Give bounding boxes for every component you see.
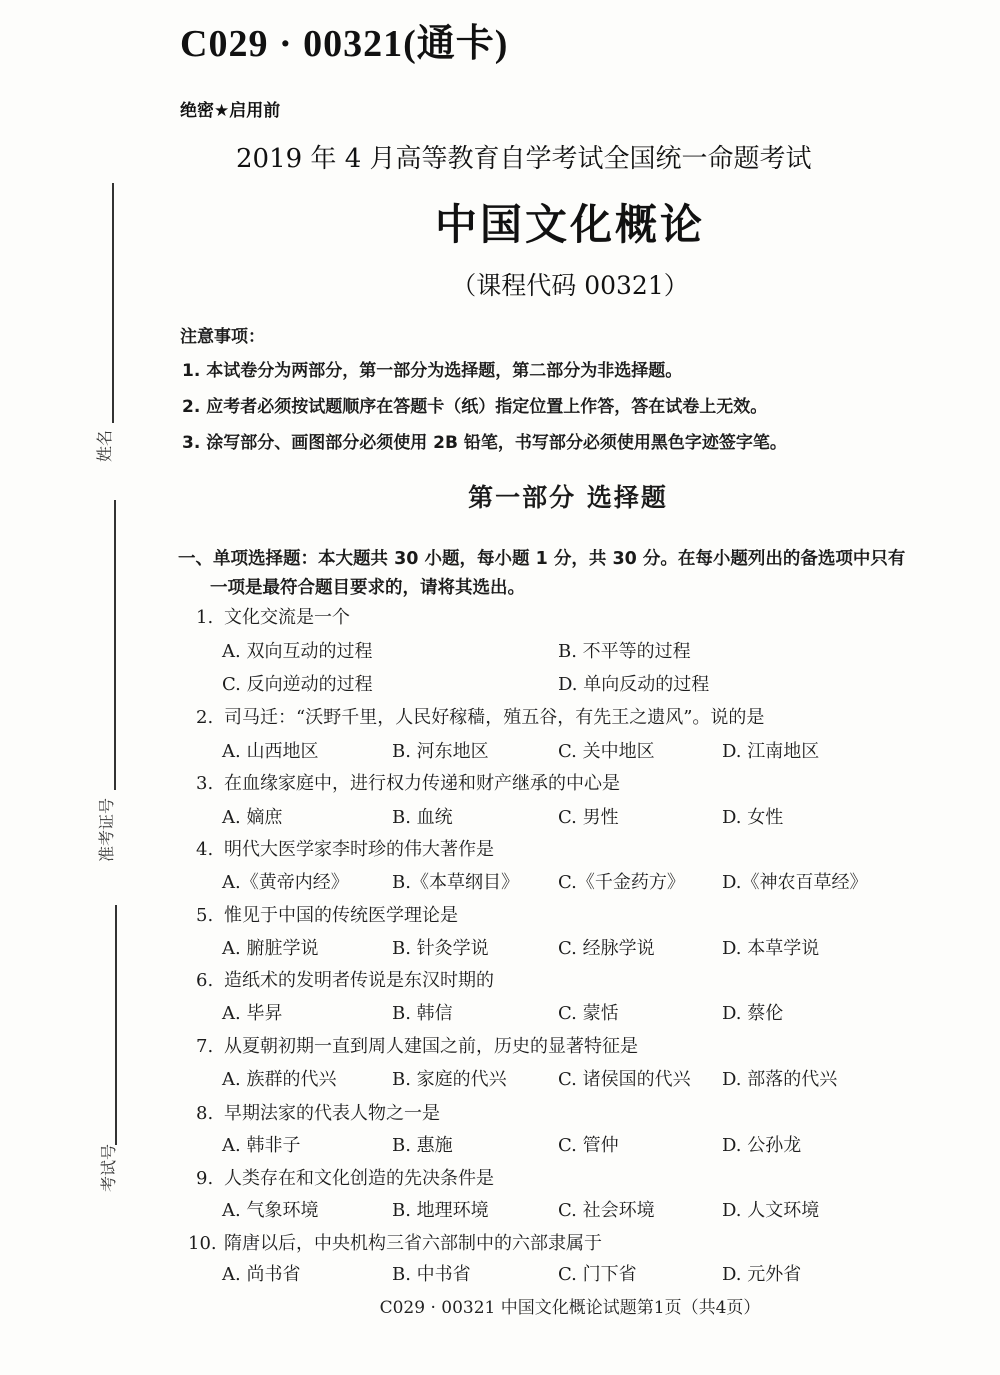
question-number: 9. [196,1168,214,1189]
option-b[interactable]: B. 不平等的过程 [558,641,691,662]
question-6 [196,966,494,992]
admission-number-field-label: 准考证号 [97,797,116,862]
question-number: 1. [196,607,214,628]
question-stem: 司马迁：“沃野千里，人民好稼穑，殖五谷，有先王之遗风”。说的是 [224,707,765,728]
option-b[interactable]: B. 惠施 [392,1135,453,1156]
option-b[interactable]: B. 家庭的代兴 [392,1069,507,1090]
option-d[interactable]: D. 部落的代兴 [722,1069,838,1090]
name-field-label: 姓名 [95,429,114,462]
question-4 [196,835,494,861]
question-number: 5. [196,905,214,926]
option-d[interactable]: D. 单向反动的过程 [558,674,710,695]
question-number: 6. [196,970,214,991]
option-a[interactable]: A. 山西地区 [222,741,319,762]
exam-number-field-label: 考试号 [99,1143,118,1192]
option-c[interactable]: C. 反向逆动的过程 [222,674,373,695]
question-stem: 隋唐以后，中央机构三省六部制中的六部隶属于 [224,1233,602,1254]
option-a[interactable]: A. 族群的代兴 [222,1069,337,1090]
course-title: 中国文化概论 [434,200,705,249]
exam-number-field-line[interactable] [115,905,117,1145]
option-d[interactable]: D. 人文环境 [722,1200,820,1221]
question-stem: 人类存在和文化创造的先决条件是 [224,1168,494,1189]
admission-number-field-line[interactable] [114,500,116,790]
option-a[interactable]: A. 尚书省 [222,1264,301,1285]
option-b[interactable]: B. 河东地区 [392,741,489,762]
question-stem: 从夏朝初期一直到周人建国之前，历史的显著特征是 [224,1036,638,1057]
option-b[interactable]: B. 地理环境 [392,1200,489,1221]
option-a[interactable]: A. 嫡庶 [222,807,283,828]
option-d[interactable]: D. 元外省 [722,1264,802,1285]
question-stem: 文化交流是一个 [224,607,350,628]
question-number: 7. [196,1036,214,1057]
option-c[interactable]: C. 经脉学说 [558,938,655,959]
question-stem: 造纸术的发明者传说是东汉时期的 [224,970,494,991]
option-c[interactable]: C. 男性 [558,807,619,828]
exam-name: 2019 年 4 月高等教育自学考试全国统一命题考试 [236,144,812,174]
option-b[interactable]: B.《本草纲目》 [392,872,519,893]
question-number: 4. [196,839,214,860]
option-b[interactable]: B. 韩信 [392,1003,453,1024]
question-stem: 早期法家的代表人物之一是 [224,1103,440,1124]
question-5 [196,901,458,927]
section-title: 第一部分 选择题 [468,483,668,512]
question-number: 3. [196,773,214,794]
option-c[interactable]: C. 诸侯国的代兴 [558,1069,691,1090]
notice-item: 3. 涂写部分、画图部分必须使用 2B 铅笔，书写部分必须使用黑色字迹签字笔。 [182,433,787,453]
course-code: （课程代码 00321） [451,271,689,300]
secret-mark: 绝密★启用前 [180,101,281,121]
paper-code: C029 · 00321(通卡) [180,23,509,65]
section-instruction-continued: 一项是最符合题目要求的，请将其选出。 [210,578,525,598]
option-a[interactable]: A. 气象环境 [222,1200,319,1221]
option-d[interactable]: D.《神农百草经》 [722,872,868,893]
option-b[interactable]: B. 中书省 [392,1264,471,1285]
question-stem: 在血缘家庭中，进行权力传递和财产继承的中心是 [224,773,620,794]
question-10 [188,1229,602,1255]
option-c[interactable]: C. 门下省 [558,1264,637,1285]
question-3 [196,769,620,795]
question-stem: 惟见于中国的传统医学理论是 [224,905,458,926]
notice-item: 1. 本试卷分为两部分，第一部分为选择题，第二部分为非选择题。 [182,361,683,381]
question-9 [196,1164,494,1190]
section-instruction: 一、单项选择题：本大题共 30 小题，每小题 1 分，共 30 分。在每小题列出的备选项中只有 [178,549,906,569]
question-7 [196,1032,638,1058]
question-8 [196,1099,440,1125]
notice-item: 2. 应考者必须按试题顺序在答题卡（纸）指定位置上作答，答在试卷上无效。 [182,397,768,417]
option-c[interactable]: C. 社会环境 [558,1200,655,1221]
question-number: 8. [196,1103,214,1124]
option-d[interactable]: D. 江南地区 [722,741,820,762]
option-c[interactable]: C. 管仲 [558,1135,619,1156]
option-a[interactable]: A. 韩非子 [222,1135,301,1156]
option-a[interactable]: A. 双向互动的过程 [222,641,373,662]
option-d[interactable]: D. 本草学说 [722,938,820,959]
option-a[interactable]: A. 腑脏学说 [222,938,319,959]
option-c[interactable]: C. 蒙恬 [558,1003,619,1024]
option-d[interactable]: D. 女性 [722,807,784,828]
option-b[interactable]: B. 针灸学说 [392,938,489,959]
option-a[interactable]: A.《黄帝内经》 [222,872,349,893]
option-d[interactable]: D. 公孙龙 [722,1135,802,1156]
question-number: 10. [188,1233,217,1254]
question-stem: 明代大医学家李时珍的伟大著作是 [224,839,494,860]
question-2 [196,703,764,729]
option-a[interactable]: A. 毕昇 [222,1003,283,1024]
question-number: 2. [196,707,214,728]
option-d[interactable]: D. 蔡伦 [722,1003,784,1024]
notice-title: 注意事项： [180,327,265,347]
option-b[interactable]: B. 血统 [392,807,453,828]
option-c[interactable]: C.《千金药方》 [558,872,685,893]
option-c[interactable]: C. 关中地区 [558,741,655,762]
question-1 [196,603,350,629]
page-footer: C029 · 00321 中国文化概论试题第1页（共4页） [379,1298,761,1318]
